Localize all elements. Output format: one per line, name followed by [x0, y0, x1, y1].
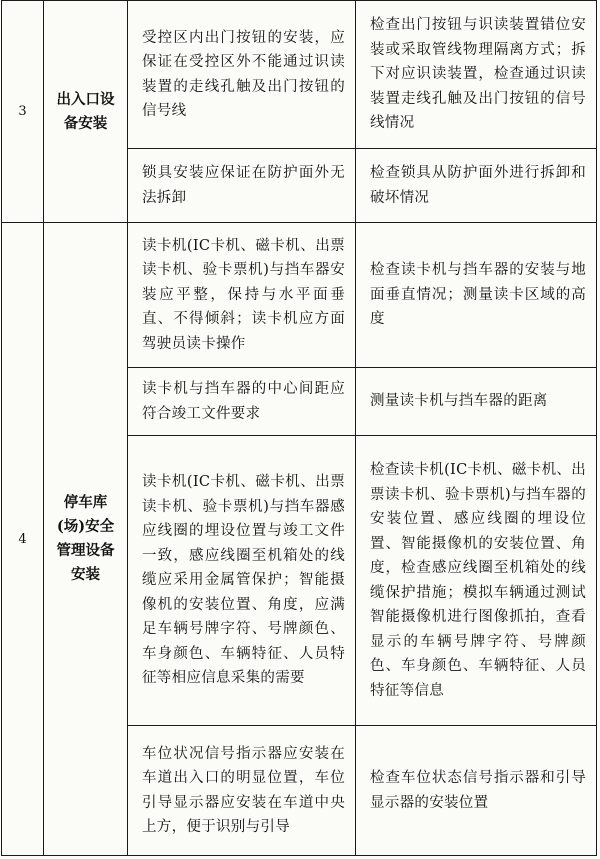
requirement-cell: 车位状况信号指示器应安装在车道出入口的明显位置，车位引导显示器应安装在车道中央上方，便于识别与引导 [128, 726, 356, 856]
item-name: 出入口设备安装 [44, 1, 128, 223]
item-number: 4 [2, 223, 44, 856]
check-method-cell: 检查出门按钮与识读装置错位安装或采取管线物理隔离方式；拆下对应识读装置，检查通过识读装置走线孔触及出门按钮的信号线情况 [356, 1, 597, 149]
item-number: 3 [2, 1, 44, 223]
requirement-cell: 受控区内出门按钮的安装，应保证在受控区外不能通过识读装置的走线孔触及出门按钮的信号线 [128, 1, 356, 149]
check-method-cell: 检查锁具从防护面外进行拆卸和破坏情况 [356, 149, 597, 223]
acceptance-spec-table [1, 0, 597, 856]
requirement-cell: 读卡机(IC卡机、磁卡机、出票读卡机、验卡票机)与挡车器感应线圈的埋设位置与竣工文件一致，感应线圈至机箱处的线缆应采用金属管保护；智能摄像机的安装位置、角度，应满足车辆号牌字符、号牌颜色、车身颜色、车辆特征、人员特征等相应信息采集的需要 [128, 436, 356, 726]
table-row [2, 1, 597, 149]
item-name: 停车库(场)安全管理设备安装 [44, 223, 128, 856]
requirement-cell: 读卡机与挡车器的中心间距应符合竣工文件要求 [128, 368, 356, 436]
check-method-cell: 检查读卡机(IC卡机、磁卡机、出票读卡机、验卡票机)与挡车器的安装位置、感应线圈的埋设位置、智能摄像机的安装位置、角度，检查感应线圈至机箱处的线缆保护措施；模拟车辆通过测试智能摄像机进行图像抓拍，查看显示的车辆号牌字符、号牌颜色、车身颜色、车辆特征、人员特征等信息 [356, 436, 597, 726]
check-method-cell: 测量读卡机与挡车器的距离 [356, 368, 597, 436]
check-method-cell: 检查车位状态信号指示器和引导显示器的安装位置 [356, 726, 597, 856]
requirement-cell: 锁具安装应保证在防护面外无法拆卸 [128, 149, 356, 223]
table-row [2, 223, 597, 368]
requirement-cell: 读卡机(IC卡机、磁卡机、出票读卡机、验卡票机)与挡车器安装应平整，保持与水平面垂直、不得倾斜；读卡机应方面驾驶员读卡操作 [128, 223, 356, 368]
check-method-cell: 检查读卡机与挡车器的安装与地面垂直情况；测量读卡区域的高度 [356, 223, 597, 368]
